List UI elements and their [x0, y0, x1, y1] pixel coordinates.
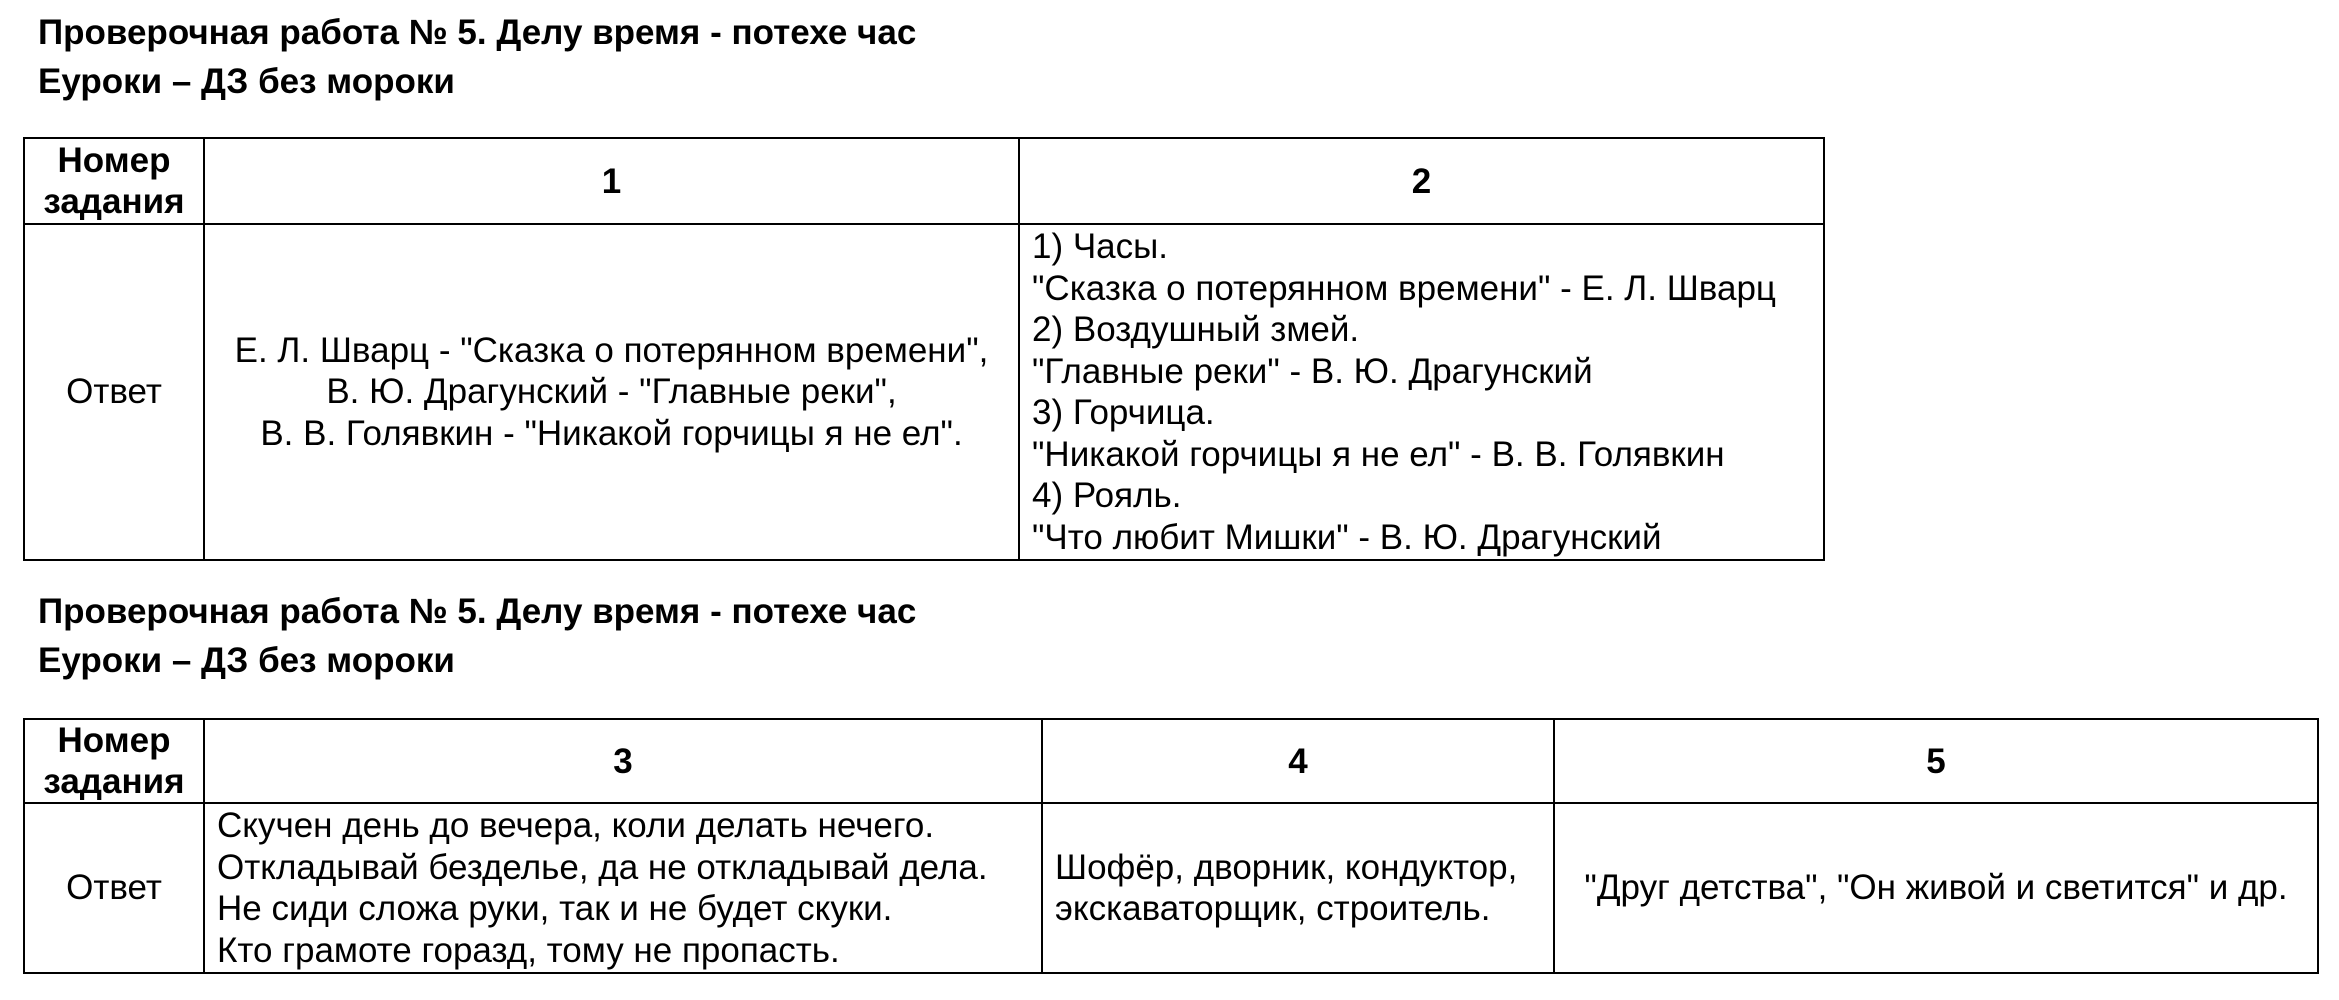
column-header-5: 5 — [1554, 719, 2318, 803]
table-header-row — [24, 138, 1824, 224]
answers-table-1 — [23, 137, 1825, 561]
answer-cell-2 — [1019, 224, 1824, 560]
answer-cell-4 — [1042, 803, 1554, 973]
task-number-header-line2: задания — [43, 762, 185, 801]
answer-line: Шофёр, дворник, кондуктор, — [1055, 847, 1518, 887]
answer-line: В. Ю. Драгунский - "Главные реки", — [326, 372, 897, 412]
answer-cell-1 — [204, 224, 1019, 560]
task-number-header-line1: Номер — [57, 721, 171, 760]
answer-line: 3) Горчица. — [1032, 393, 1215, 432]
section1-subtitle: Еуроки – ДЗ без мороки — [38, 62, 455, 101]
answer-line: Скучен день до вечера, коли делать нечего. — [217, 806, 935, 845]
column-header-3: 3 — [204, 719, 1042, 803]
task-number-header-line1: Номер — [57, 141, 171, 180]
answer-line: "Друг детства", "Он живой и светится" и др. — [1584, 868, 2288, 908]
task-number-header-line2: задания — [43, 182, 185, 221]
section2-title: Проверочная работа № 5. Делу время - потехе час — [38, 592, 917, 631]
answer-line: "Главные реки" - В. Ю. Драгунский — [1032, 351, 1593, 391]
column-header-4: 4 — [1042, 719, 1554, 803]
answer-line: Кто грамоте горазд, тому не пропасть. — [217, 930, 840, 970]
task-number-header — [24, 719, 204, 803]
answer-line: 4) Рояль. — [1032, 476, 1182, 515]
table-header-row — [24, 719, 2318, 803]
answer-line: Е. Л. Шварц - "Сказка о потерянном времени", — [234, 330, 989, 370]
answers-table-2 — [23, 718, 2319, 974]
answer-line: Не сиди сложа руки, так и не будет скуки. — [217, 889, 893, 928]
answer-line: "Что любит Мишки" - В. Ю. Драгунский — [1032, 517, 1662, 557]
table-row — [24, 224, 1824, 560]
answer-line: "Сказка о потерянном времени" - Е. Л. Шварц — [1032, 268, 1776, 308]
task-number-header — [24, 138, 204, 224]
answer-line: экскаваторщик, строитель. — [1055, 889, 1491, 928]
answer-label: Ответ — [24, 224, 204, 560]
answer-line: В. В. Голявкин - "Никакой горчицы я не ел". — [260, 413, 963, 453]
answer-cell-5 — [1554, 803, 2318, 973]
table-row — [24, 803, 2318, 973]
section2-subtitle: Еуроки – ДЗ без мороки — [38, 641, 455, 680]
answer-line: "Никакой горчицы я не ел" - В. В. Голявкин — [1032, 434, 1725, 474]
answer-line: 1) Часы. — [1032, 227, 1169, 266]
answer-label: Ответ — [24, 803, 204, 973]
answer-line: Откладывай безделье, да не откладывай дела. — [217, 847, 988, 887]
column-header-2: 2 — [1019, 138, 1824, 224]
column-header-1: 1 — [204, 138, 1019, 224]
section1-title: Проверочная работа № 5. Делу время - потехе час — [38, 13, 917, 52]
answer-cell-3 — [204, 803, 1042, 973]
answer-line: 2) Воздушный змей. — [1032, 310, 1360, 349]
